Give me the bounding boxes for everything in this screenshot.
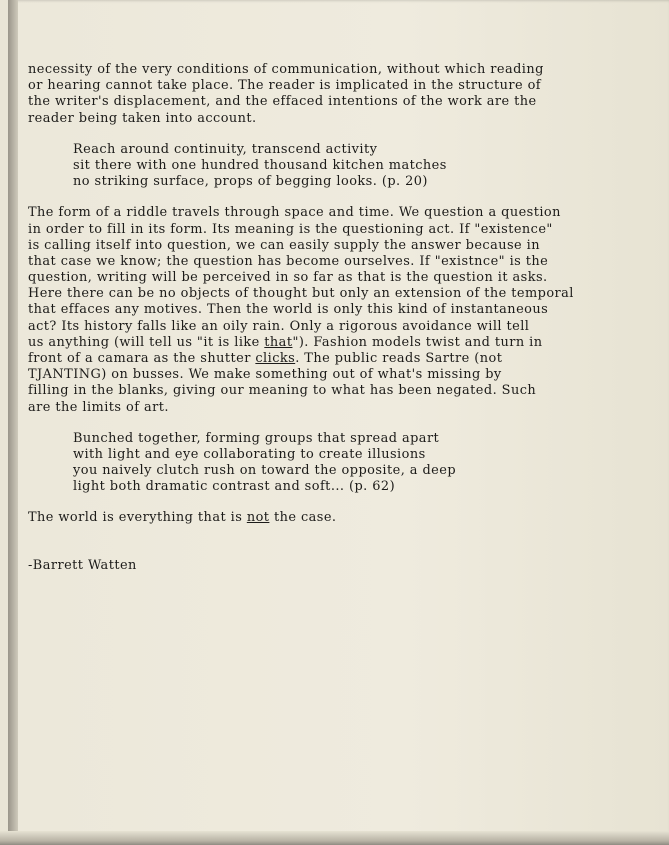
page-binding-shadow [8, 0, 18, 845]
text-line: reader being taken into account. [28, 110, 257, 126]
text-line: act? Its history falls like an oily rain. Only a rigorous avoidance will tell [28, 318, 530, 334]
quote-line: light both dramatic contrast and soft... (p. 62) [73, 479, 396, 495]
quotation-2 [28, 431, 669, 496]
underlined-word: not [246, 509, 270, 525]
text-line: question, writing will be perceived in so far as that is the question it asks. [28, 270, 548, 286]
text-line: The form of a riddle travels through space and time. We question a question [28, 205, 561, 221]
text-line: is calling itself into question, we can easily supply the answer because in [28, 237, 540, 253]
text-line [28, 510, 669, 526]
text-line [28, 351, 669, 367]
text-line [28, 335, 669, 351]
text-line: that effaces any motives. Then the world is only this kind of instantaneous [28, 302, 549, 318]
text-line: or hearing cannot take place. The reader is implicated in the structure of [28, 78, 542, 94]
text-line: in order to fill in its form. Its meaning is the questioning act. If "existence" [28, 221, 553, 237]
signature-text: -Barrett Watten [28, 557, 137, 573]
text-line: TJANTING) on busses. We make something out of what's missing by [28, 367, 502, 383]
quote-line: with light and eye collaborating to create illusions [73, 446, 426, 462]
text-segment: . The public reads Sartre (not [295, 351, 503, 366]
quote-line: you naively clutch rush on toward the opposite, a deep [73, 463, 457, 479]
quote-line: Bunched together, forming groups that spread apart [73, 430, 440, 446]
quote-line: Reach around continuity, transcend activity [73, 141, 378, 157]
page-bottom-edge [0, 831, 669, 845]
text-line: the writer's displacement, and the effaced intentions of the work are the [28, 94, 537, 110]
text-line: are the limits of art. [28, 399, 169, 415]
text-line: that case we know; the question has become ourselves. If "existnce" is the [28, 253, 549, 269]
paragraph-1 [28, 62, 669, 127]
paragraph-2 [28, 205, 669, 415]
quote-line: no striking surface, props of begging looks. (p. 20) [73, 174, 428, 190]
closing-line [28, 510, 669, 526]
underlined-word: clicks [255, 351, 296, 366]
underlined-word: that [264, 334, 293, 350]
text-line: filling in the blanks, giving our meaning to what has been negated. Such [28, 383, 537, 399]
page-text [28, 62, 669, 574]
text-segment: The world is everything that is [28, 509, 247, 525]
text-segment: the case. [269, 509, 337, 525]
text-line: Here there can be no objects of thought but only an extension of the temporal [28, 286, 574, 302]
quotation-1 [28, 142, 669, 191]
text-segment: us anything (will tell us "it is like [28, 334, 265, 350]
quote-line: sit there with one hundred thousand kitchen matches [73, 157, 447, 173]
text-segment: "). Fashion models twist and turn in [292, 334, 543, 350]
text-segment: front of a camara as the shutter [28, 351, 256, 366]
author-signature [28, 558, 669, 574]
document-page [8, 0, 669, 845]
text-line: necessity of the very conditions of communication, without which reading [28, 62, 544, 77]
